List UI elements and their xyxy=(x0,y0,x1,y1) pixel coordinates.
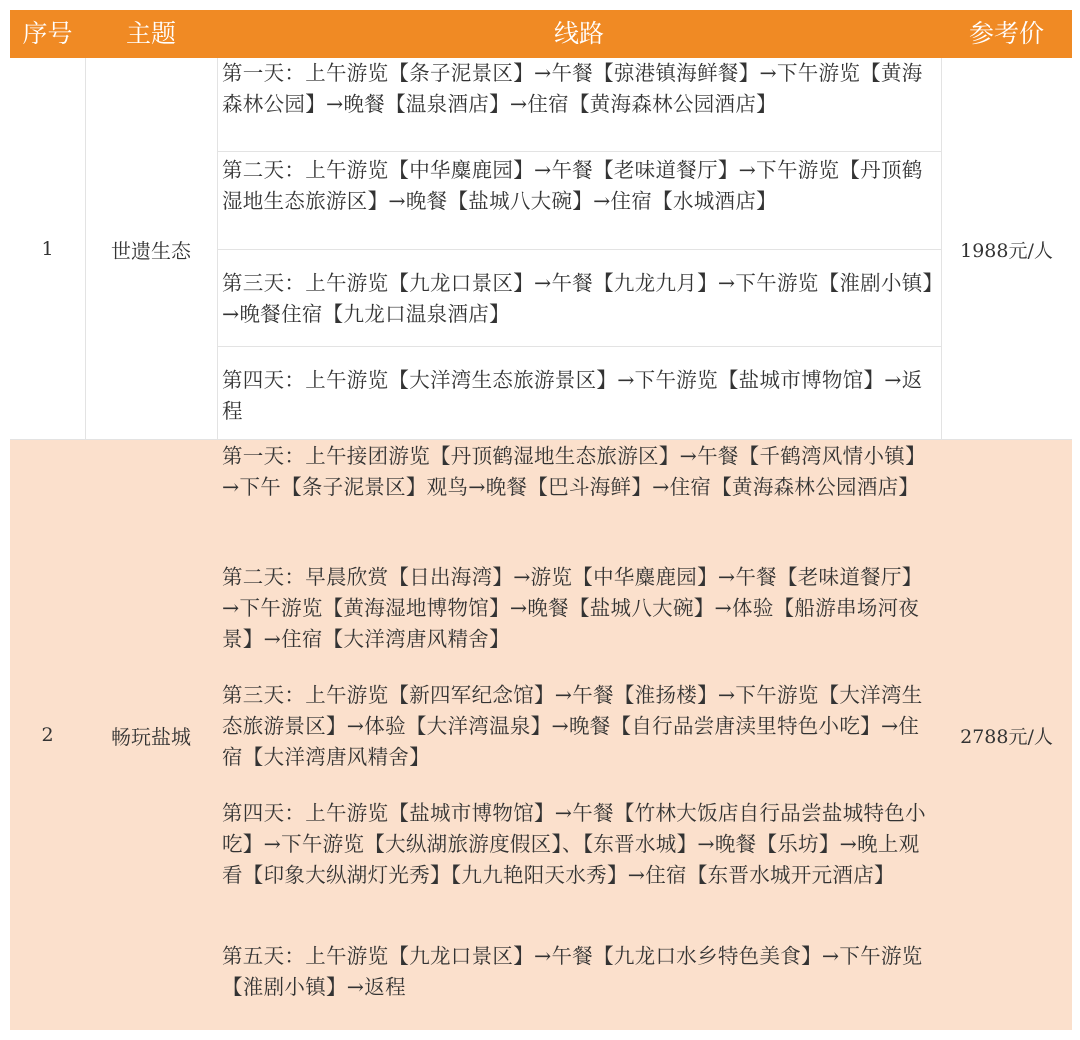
route-day-3: 第三天：上午游览【新四军纪念馆】→午餐【淮扬楼】→下午游览【大洋湾生态旅游景区】→体验【大洋湾温泉】→晚餐【自行品尝唐渎里特色小吃】→住宿【大洋湾唐风精舍】 xyxy=(222,683,923,769)
row-number: 1 xyxy=(41,238,54,260)
header-price: 参考价 xyxy=(968,19,1044,48)
divider xyxy=(217,151,941,152)
route-day-3: 第三天：上午游览【九龙口景区】→午餐【九龙九月】→下午游览【淮剧小镇】→晚餐住宿【九龙口温泉酒店】 xyxy=(222,271,934,326)
divider xyxy=(217,346,941,347)
row-number: 2 xyxy=(41,724,54,746)
row-price: 2788元/人 xyxy=(960,725,1053,748)
table-header xyxy=(10,10,1072,58)
table-row xyxy=(10,58,1072,440)
table-row xyxy=(10,440,1072,1030)
route-day-5: 第五天：上午游览【九龙口景区】→午餐【九龙口水乡特色美食】→下午游览【淮剧小镇】→返程 xyxy=(222,944,923,999)
route-day-1: 第一天：上午接团游览【丹顶鹤湿地生态旅游区】→午餐【千鹤湾风情小镇】→下午【条子泥景区】观鸟→晚餐【巴斗海鲜】→住宿【黄海森林公园酒店】 xyxy=(222,444,926,499)
header-number: 序号 xyxy=(22,19,73,48)
row-price: 1988元/人 xyxy=(960,239,1053,262)
route-day-1: 第一天：上午游览【条子泥景区】→午餐【弶港镇海鲜餐】→下午游览【黄海森林公园】→晚餐【温泉酒店】→住宿【黄海森林公园酒店】 xyxy=(222,61,923,116)
route-day-4: 第四天：上午游览【大洋湾生态旅游景区】→下午游览【盐城市博物馆】→返程 xyxy=(222,368,923,423)
row-theme: 畅玩盐城 xyxy=(111,724,191,749)
route-day-2: 第二天：早晨欣赏【日出海湾】→游览【中华麋鹿园】→午餐【老味道餐厅】→下午游览【黄海湿地博物馆】→晚餐【盐城八大碗】→体验【船游串场河夜景】→住宿【大洋湾唐风精舍】 xyxy=(222,565,923,651)
header-theme: 主题 xyxy=(125,19,176,48)
route-day-2: 第二天：上午游览【中华麋鹿园】→午餐【老味道餐厅】→下午游览【丹顶鹤湿地生态旅游区】→晚餐【盐城八大碗】→住宿【水城酒店】 xyxy=(222,158,923,213)
header-route: 线路 xyxy=(553,19,604,48)
route-day-4: 第四天：上午游览【盐城市博物馆】→午餐【竹林大饭店自行品尝盐城特色小吃】→下午游览【大纵湖旅游度假区】、【东晋水城】→晚餐【乐坊】→晚上观看【印象大纵湖灯光秀】【九九艳阳天水秀】→住宿【东晋水城开元酒店】 xyxy=(222,801,926,887)
itinerary-table xyxy=(10,10,1072,1030)
divider xyxy=(217,249,941,250)
row-theme: 世遗生态 xyxy=(111,238,191,263)
